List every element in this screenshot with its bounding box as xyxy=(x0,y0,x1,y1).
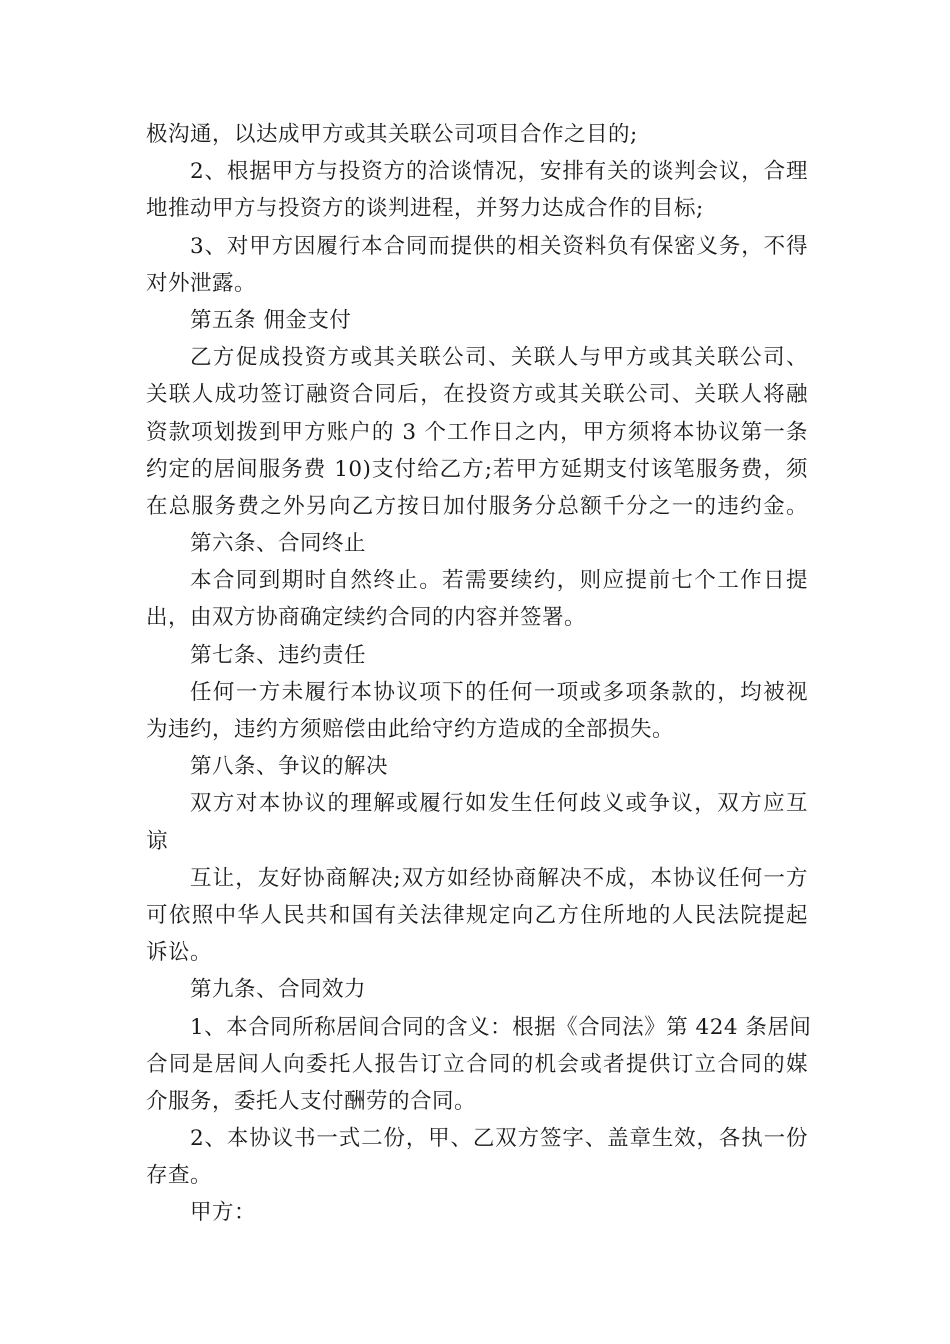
text-line: 2、本协议书一式二份，甲、乙双方签字、盖章生效，各执一份 xyxy=(190,1126,808,1152)
text-line: 乙方促成投资方或其关联公司、关联人与甲方或其关联公司、 xyxy=(190,345,808,371)
text-line: 合同是居间人向委托人报告订立合同的机会或者提供订立合同的媒 xyxy=(146,1051,808,1077)
text-line: 互让，友好协商解决;双方如经协商解决不成，本协议任何一方 xyxy=(190,865,808,891)
text-line: 诉讼。 xyxy=(146,940,213,966)
text-line: 第五条 佣金支付 xyxy=(190,307,352,333)
text-line: 对外泄露。 xyxy=(146,270,257,296)
text-line: 存查。 xyxy=(146,1163,213,1189)
text-line: 极沟通，以达成甲方或其关联公司项目合作之目的; xyxy=(146,122,638,147)
text-line: 任何一方未履行本协议项下的任何一项或多项条款的，均被视 xyxy=(190,679,808,705)
text-line: 地推动甲方与投资方的谈判进程，并努力达成合作的目标; xyxy=(146,196,704,222)
text-line: 关联人成功签订融资合同后，在投资方或其关联公司、关联人将融 xyxy=(146,382,808,408)
text-line: 为违约，违约方须赔偿由此给守约方造成的全部损失。 xyxy=(146,717,675,742)
text-line: 本合同到期时自然终止。若需要续约，则应提前七个工作日提 xyxy=(190,568,808,594)
text-line: 3、对甲方因履行本合同而提供的相关资料负有保密义务，不得 xyxy=(190,233,808,259)
text-line: 资款项划拨到甲方账户的 3 个工作日之内，甲方须将本协议第一条 xyxy=(146,419,808,445)
text-line: 双方对本协议的理解或履行如发生任何歧义或争议，双方应互 xyxy=(190,791,808,817)
text-line: 谅 xyxy=(146,828,169,854)
text-line: 约定的居间服务费 10)支付给乙方;若甲方延期支付该笔服务费，须 xyxy=(146,456,808,482)
text-line: 可依照中华人民共和国有关法律规定向乙方住所地的人民法院提起 xyxy=(146,902,808,928)
text-line: 在总服务费之外另向乙方按日加付服务分总额千分之一的违约金。 xyxy=(146,493,808,519)
text-line: 第七条、违约责任 xyxy=(190,642,367,668)
document-body xyxy=(146,116,812,1232)
text-line: 第六条、合同终止 xyxy=(190,531,367,557)
text-line: 甲方： xyxy=(190,1200,257,1226)
text-line: 第八条、争议的解决 xyxy=(190,754,389,780)
text-line: 1、本合同所称居间合同的含义：根据《合同法》第 424 条居间 xyxy=(190,1014,812,1040)
text-line: 出，由双方协商确定续约合同的内容并签署。 xyxy=(146,605,587,631)
text-line: 2、根据甲方与投资方的洽谈情况，安排有关的谈判会议，合理 xyxy=(190,159,808,185)
text-line: 介服务，委托人支付酬劳的合同。 xyxy=(146,1088,477,1114)
text-line: 第九条、合同效力 xyxy=(190,977,367,1003)
